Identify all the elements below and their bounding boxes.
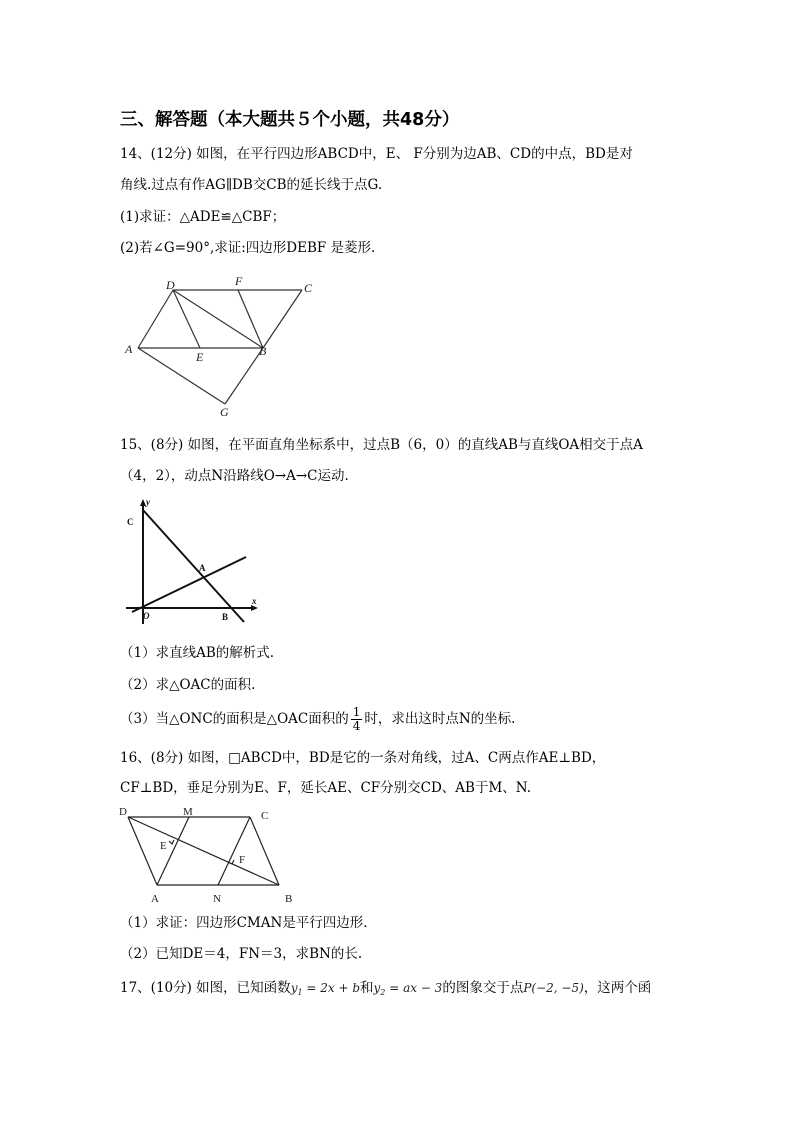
q14-line2: 角线.过点有作AG∥DB交CB的延长线于点G. bbox=[120, 177, 383, 193]
f1-y: y bbox=[290, 981, 298, 995]
label-F: F bbox=[239, 854, 246, 866]
q17-function-1 bbox=[291, 981, 360, 995]
q16-line2: CF⊥BD，垂足分别为E、F，延长AE、CF分别交CD、AB于M、N. bbox=[120, 780, 532, 796]
q14-part1: (1)求证：△ADE≌△CBF； bbox=[120, 209, 286, 225]
label-B: B bbox=[259, 344, 267, 358]
label-B: B bbox=[285, 893, 293, 905]
q17-line1 bbox=[120, 980, 651, 1001]
q17-mid2: 的图象交于点 bbox=[442, 980, 524, 996]
q15-coordinate-figure bbox=[120, 496, 270, 636]
q14-figure bbox=[120, 272, 320, 422]
segment-AG bbox=[138, 348, 225, 404]
q16-part1: （1）求证：四边形CMAN是平行四边形. bbox=[120, 915, 368, 931]
q15-part3 bbox=[120, 705, 515, 733]
label-E: E bbox=[196, 350, 204, 364]
q17-point: P(−2, −5) bbox=[523, 981, 584, 995]
segment-BG bbox=[225, 348, 263, 404]
label-F: F bbox=[235, 274, 243, 288]
label-B: B bbox=[222, 612, 229, 622]
label-A: A bbox=[199, 563, 206, 573]
q15-part3-pre: （3）当△ONC的面积是△OAC面积的 bbox=[120, 711, 349, 727]
label-M: M bbox=[183, 806, 193, 818]
q15-part2: （2）求△OAC的面积. bbox=[120, 677, 256, 693]
q16-figure bbox=[115, 805, 305, 909]
f2-y: y bbox=[373, 981, 381, 995]
label-C: C bbox=[261, 810, 269, 822]
f2-rest: = ax − 3 bbox=[385, 981, 443, 995]
line-OA bbox=[132, 557, 246, 612]
label-C: C bbox=[127, 517, 134, 527]
label-x: x bbox=[252, 596, 257, 606]
label-G: G bbox=[220, 405, 229, 419]
label-D: D bbox=[119, 806, 127, 818]
q15-line2: （4，2），动点N沿路线O→A→C运动. bbox=[120, 468, 349, 484]
segment-BC bbox=[263, 290, 302, 348]
label-N: N bbox=[213, 893, 221, 905]
q17-function-2 bbox=[374, 981, 443, 995]
f2-subscript: 2 bbox=[380, 988, 386, 997]
q15-line1: 15、(8分) 如图，在平面直角坐标系中，过点B（6，0）的直线AB与直线OA相交于点A bbox=[120, 437, 643, 453]
label-C: C bbox=[304, 281, 313, 295]
q14-part2: (2)若∠G=90°,求证:四边形DEBF 是菱形. bbox=[120, 240, 376, 256]
q17-pre: 17、(10分) 如图，已知函数 bbox=[120, 980, 291, 996]
label-A: A bbox=[151, 893, 159, 905]
section-heading: 三、解答题（本大题共５个小题，共48分） bbox=[120, 110, 460, 130]
segment-CB bbox=[250, 817, 279, 885]
label-O: O bbox=[143, 611, 150, 621]
q15-part1: （1）求直线AB的解析式. bbox=[120, 645, 275, 661]
label-E: E bbox=[160, 840, 167, 852]
fraction-one-quarter bbox=[351, 706, 363, 733]
q17-mid: 和 bbox=[360, 980, 374, 996]
segment-NC bbox=[218, 817, 250, 885]
q16-line1: 16、(8分) 如图，□ABCD中，BD是它的一条对角线，过A、C两点作AE⊥BD， bbox=[120, 750, 606, 766]
f1-rest: = 2x + b bbox=[302, 981, 361, 995]
segment-DB bbox=[128, 817, 279, 885]
label-A: A bbox=[125, 342, 133, 356]
q15-part3-post: 时，求出这时点N的坐标. bbox=[364, 711, 516, 727]
q16-part2: （2）已知DE＝4，FN＝3，求BN的长. bbox=[120, 946, 363, 962]
fraction-denominator: 4 bbox=[352, 719, 361, 733]
label-D: D bbox=[166, 278, 175, 292]
right-angle-mark-E bbox=[169, 840, 174, 844]
segment-DA bbox=[128, 817, 157, 885]
q14-line1: 14、(12分) 如图，在平行四边形ABCD中，E、 F分别为边AB、CD的中点，BD是对 bbox=[120, 146, 633, 162]
q17-post: ，这两个函 bbox=[583, 980, 652, 996]
segment-AD bbox=[138, 290, 173, 348]
label-y: y bbox=[146, 497, 150, 507]
fraction-numerator: 1 bbox=[352, 705, 361, 719]
f1-subscript: 1 bbox=[297, 988, 303, 997]
